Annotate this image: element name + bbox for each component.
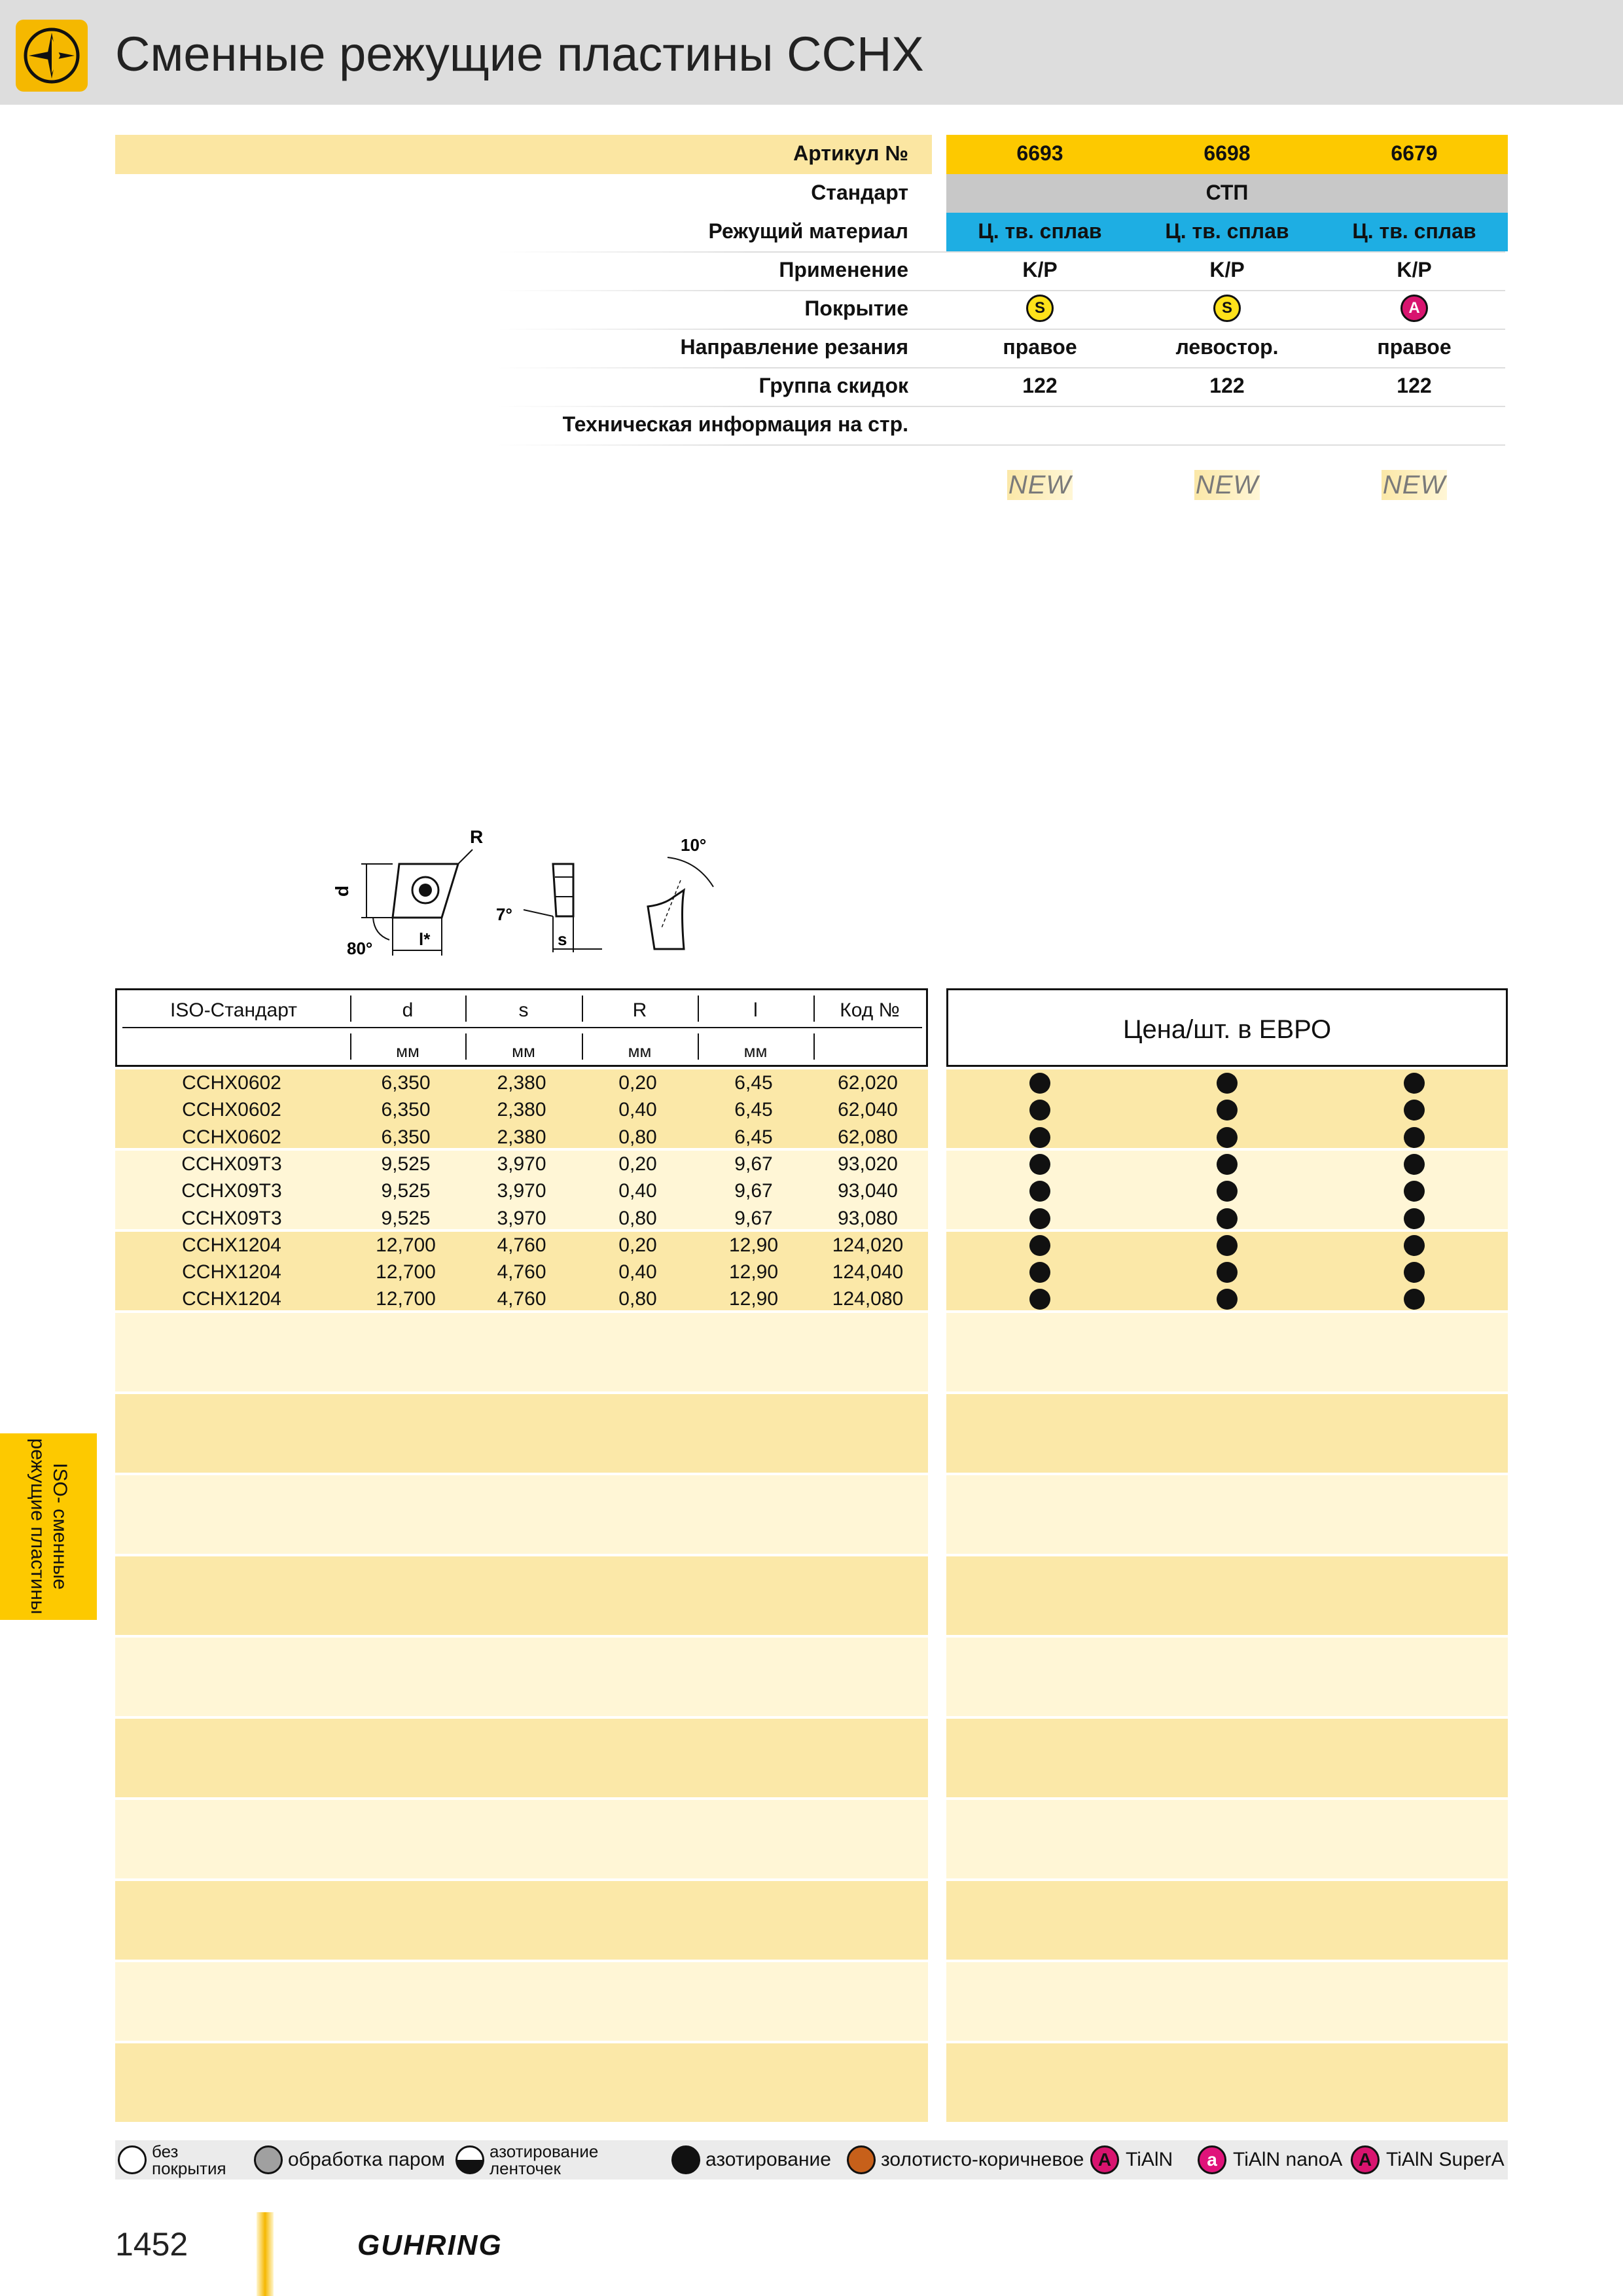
header-separator (465, 1033, 467, 1060)
cell-code: 124,040 (832, 1261, 904, 1283)
cell-iso: CCHX1204 (182, 1288, 281, 1310)
header-divider (122, 1027, 922, 1028)
table-band (115, 1556, 928, 1635)
availability-dot-col-2 (1217, 1235, 1238, 1256)
cell-s: 4,760 (497, 1261, 546, 1283)
angle-7-label: 7° (496, 905, 512, 924)
cell-s: 3,970 (497, 1180, 546, 1202)
cell-code: 62,080 (838, 1126, 898, 1148)
availability-dot-col-1 (1029, 1235, 1050, 1256)
table-band (115, 1719, 928, 1797)
unit-d: мм (396, 1041, 419, 1061)
cell-s: 2,380 (497, 1126, 546, 1148)
cell-s: 2,380 (497, 1072, 546, 1094)
direction-col-3: правое (1377, 335, 1452, 359)
header-separator (350, 996, 351, 1022)
header-separator (813, 996, 815, 1022)
legend-tialn (1090, 2143, 1173, 2177)
price-band (946, 1638, 1508, 1716)
label-standard: Стандарт (811, 181, 908, 204)
table-band (115, 2043, 928, 2122)
cell-code: 93,040 (838, 1180, 898, 1202)
coating-badge-col-2: S (1213, 295, 1241, 322)
price-band (946, 1313, 1508, 1391)
legend-supera-label: TiAlN SuperA (1386, 2149, 1505, 2170)
side-tab-line-1: ISO- сменные (49, 1463, 71, 1590)
header-separator (698, 1033, 699, 1060)
cell-iso: CCHX0602 (182, 1072, 281, 1094)
material-col-3: Ц. тв. сплав (1352, 219, 1476, 243)
dim-d-label: d (332, 885, 352, 897)
dim-s-label: s (558, 929, 567, 949)
footer-accent-bar (257, 2212, 274, 2296)
table-band (115, 1475, 928, 1554)
material-col-2: Ц. тв. сплав (1165, 219, 1289, 243)
cell-r: 0,20 (618, 1234, 657, 1256)
cell-l: 6,45 (734, 1126, 773, 1148)
cell-r: 0,40 (618, 1261, 657, 1283)
cell-d: 12,700 (376, 1288, 436, 1310)
table-band (115, 1881, 928, 1960)
new-badge-col-2: NEW (1195, 471, 1259, 499)
cell-iso: CCHX09T3 (181, 1180, 282, 1202)
availability-dot-col-2 (1217, 1127, 1238, 1148)
coating-badge-col-1: S (1026, 295, 1054, 322)
insert-top-view-drawing (361, 850, 473, 956)
spec-divider (497, 329, 1505, 330)
cell-l: 6,45 (734, 1099, 773, 1121)
material-col-1: Ц. тв. сплав (978, 219, 1102, 243)
angle-80-label: 80° (347, 939, 373, 958)
spec-divider (497, 251, 1505, 253)
legend-uncoated-line-2: покрытия (152, 2159, 226, 2178)
cell-s: 4,760 (497, 1288, 546, 1310)
spec-divider (497, 290, 1505, 291)
new-badge-col-1: NEW (1008, 471, 1072, 499)
insert-drawings (327, 812, 746, 972)
side-tab-text (26, 1439, 71, 1615)
cell-code: 62,020 (838, 1072, 898, 1094)
spec-divider (497, 444, 1505, 446)
legend-gold (847, 2143, 1084, 2177)
cell-code: 93,020 (838, 1153, 898, 1175)
availability-dot-col-1 (1029, 1262, 1050, 1283)
application-col-2: K/P (1209, 258, 1245, 281)
spec-divider (497, 406, 1505, 407)
angle-10-label: 10° (681, 835, 707, 855)
cell-s: 4,760 (497, 1234, 546, 1256)
legend-nanoa (1198, 2143, 1342, 2177)
cell-r: 0,40 (618, 1099, 657, 1121)
availability-dot-col-3 (1404, 1235, 1425, 1256)
unit-l: мм (743, 1041, 768, 1061)
legend-steam (254, 2143, 445, 2177)
cell-s: 3,970 (497, 1207, 546, 1229)
cell-code: 124,080 (832, 1288, 904, 1310)
standard-value: СТП (1205, 181, 1249, 204)
discount-col-1: 122 (1022, 374, 1058, 397)
availability-dot-col-3 (1404, 1208, 1425, 1229)
col-code: Код № (840, 999, 900, 1021)
table-band (115, 1394, 928, 1473)
steam-treated-icon (254, 2145, 283, 2174)
cell-r: 0,80 (618, 1126, 657, 1148)
header-separator (813, 1033, 815, 1060)
availability-dot-col-2 (1217, 1262, 1238, 1283)
page-header (0, 0, 1623, 105)
price-band (946, 1719, 1508, 1797)
label-article: Артикул № (793, 141, 908, 165)
price-band (946, 1881, 1508, 1960)
application-col-1: K/P (1022, 258, 1058, 281)
coating-legend (115, 2140, 1508, 2179)
header-separator (582, 1033, 583, 1060)
article-6693: 6693 (1016, 141, 1063, 165)
discount-col-3: 122 (1397, 374, 1432, 397)
availability-dot-col-1 (1029, 1073, 1050, 1094)
cell-d: 9,525 (381, 1153, 431, 1175)
legend-gold-label: золотисто-коричневое (881, 2149, 1084, 2170)
article-6679: 6679 (1391, 141, 1438, 165)
cell-code: 62,040 (838, 1099, 898, 1121)
application-col-3: K/P (1397, 258, 1432, 281)
header-separator (465, 996, 467, 1022)
cell-l: 9,67 (734, 1207, 773, 1229)
brand-logo: GUHRING (357, 2229, 503, 2261)
discount-col-2: 122 (1209, 374, 1245, 397)
dim-lstar-label: l* (419, 929, 431, 949)
gold-brown-icon (847, 2145, 876, 2174)
coating-badge-col-3: A (1400, 295, 1428, 322)
table-band (115, 1638, 928, 1716)
legend-steam-label: обработка паром (288, 2149, 445, 2170)
band-nitrided-icon (455, 2145, 484, 2174)
guhring-logo-icon (16, 20, 88, 92)
legend-supera (1351, 2143, 1505, 2177)
availability-dot-col-3 (1404, 1181, 1425, 1202)
price-band (946, 1394, 1508, 1473)
cell-d: 6,350 (381, 1126, 431, 1148)
price-band (946, 1556, 1508, 1635)
uncoated-icon (118, 2145, 147, 2174)
availability-dot-col-2 (1217, 1181, 1238, 1202)
page-title: Сменные режущие пластины CCHX (115, 27, 924, 81)
table-band (115, 1313, 928, 1391)
cell-r: 0,80 (618, 1207, 657, 1229)
cell-iso: CCHX0602 (182, 1099, 281, 1121)
availability-dot-col-1 (1029, 1208, 1050, 1229)
header-separator (582, 996, 583, 1022)
price-band (946, 1962, 1508, 2041)
availability-dot-col-1 (1029, 1154, 1050, 1175)
price-header (946, 988, 1508, 1067)
cell-d: 12,700 (376, 1234, 436, 1256)
table-band (115, 1962, 928, 2041)
legend-uncoated (118, 2143, 226, 2177)
unit-s: мм (512, 1041, 535, 1061)
nitrided-icon (671, 2145, 700, 2174)
unit-r: мм (628, 1041, 652, 1061)
cutting-edge-detail-drawing (648, 857, 713, 949)
cell-iso: CCHX1204 (182, 1234, 281, 1256)
label-discount: Группа скидок (758, 374, 908, 397)
direction-col-2: левостор. (1175, 335, 1279, 359)
label-material: Режущий материал (708, 219, 908, 243)
cell-d: 6,350 (381, 1072, 431, 1094)
legend-nitride-band-line-1: азотирование (490, 2142, 599, 2161)
availability-dot-col-3 (1404, 1073, 1425, 1094)
cell-iso: CCHX1204 (182, 1261, 281, 1283)
legend-uncoated-line-1: без (152, 2142, 179, 2161)
new-badge-col-3: NEW (1382, 471, 1446, 499)
cell-l: 12,90 (728, 1234, 779, 1256)
availability-dot-col-3 (1404, 1154, 1425, 1175)
cell-d: 9,525 (381, 1180, 431, 1202)
table-band (115, 1800, 928, 1878)
tialn-supera-icon: A (1351, 2145, 1380, 2174)
price-band (946, 1800, 1508, 1878)
cell-d: 6,350 (381, 1099, 431, 1121)
cell-l: 6,45 (734, 1072, 773, 1094)
cell-d: 12,700 (376, 1261, 436, 1283)
cell-iso: CCHX0602 (182, 1126, 281, 1148)
dimension-table-header (115, 988, 928, 1067)
label-coating: Покрытие (804, 296, 908, 320)
article-6698: 6698 (1204, 141, 1251, 165)
header-separator (698, 996, 699, 1022)
cell-r: 0,40 (618, 1180, 657, 1202)
availability-dot-col-2 (1217, 1208, 1238, 1229)
col-s: s (518, 999, 529, 1021)
legend-nitrided (671, 2143, 831, 2177)
cell-r: 0,80 (618, 1288, 657, 1310)
legend-nanoa-label: TiAlN nanoA (1233, 2149, 1343, 2170)
direction-col-1: правое (1003, 335, 1077, 359)
spec-divider (497, 367, 1505, 368)
cell-code: 124,020 (832, 1234, 904, 1256)
label-application: Применение (779, 258, 908, 281)
tialn-nanoa-icon: a (1198, 2145, 1226, 2174)
cell-iso: CCHX09T3 (181, 1207, 282, 1229)
cell-r: 0,20 (618, 1153, 657, 1175)
availability-dot-col-2 (1217, 1154, 1238, 1175)
legend-nitride-band (455, 2143, 598, 2177)
cell-iso: CCHX09T3 (181, 1153, 282, 1175)
availability-dot-col-3 (1404, 1127, 1425, 1148)
label-direction: Направление резания (680, 335, 908, 359)
side-tab-line-2: режущие пластины (27, 1438, 48, 1615)
price-title: Цена/шт. в ЕВРО (1122, 1015, 1332, 1044)
cell-l: 9,67 (734, 1180, 773, 1202)
cell-s: 3,970 (497, 1153, 546, 1175)
cell-l: 12,90 (728, 1288, 779, 1310)
cell-l: 9,67 (734, 1153, 773, 1175)
section-side-tab (0, 1433, 97, 1620)
cell-d: 9,525 (381, 1207, 431, 1229)
availability-dot-col-1 (1029, 1181, 1050, 1202)
tialn-icon: A (1090, 2145, 1119, 2174)
availability-dot-col-3 (1404, 1262, 1425, 1283)
col-iso-standard: ISO-Стандарт (170, 999, 297, 1021)
price-band (946, 1475, 1508, 1554)
availability-dot-col-1 (1029, 1127, 1050, 1148)
label-techinfo: Техническая информация на стр. (562, 412, 908, 436)
cell-r: 0,20 (618, 1072, 657, 1094)
legend-nitride-band-line-2: ленточек (490, 2159, 561, 2178)
col-r: R (632, 999, 647, 1021)
cell-l: 12,90 (728, 1261, 779, 1283)
legend-tialn-label: TiAlN (1126, 2149, 1173, 2170)
cell-s: 2,380 (497, 1099, 546, 1121)
col-d: d (402, 999, 414, 1021)
col-l: l (753, 999, 758, 1021)
dim-r-label: R (470, 827, 484, 847)
legend-nitrided-label: азотирование (705, 2149, 831, 2170)
page-number: 1452 (115, 2226, 188, 2263)
header-separator (350, 1033, 351, 1060)
price-band (946, 2043, 1508, 2122)
availability-dot-col-2 (1217, 1073, 1238, 1094)
cell-code: 93,080 (838, 1207, 898, 1229)
